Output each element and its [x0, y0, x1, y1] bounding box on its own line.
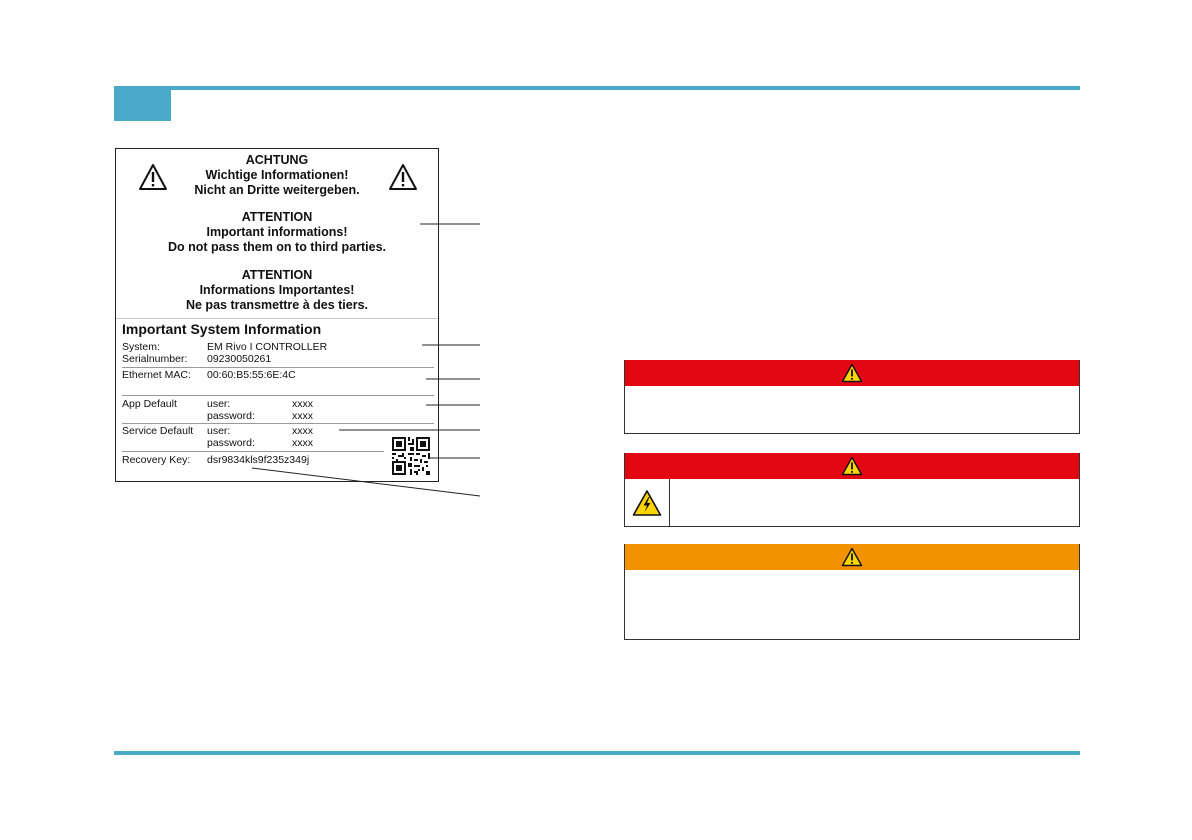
electrical-danger-content — [625, 479, 1079, 526]
app-user-label: user: — [207, 398, 231, 410]
notice-english — [116, 210, 438, 255]
serial-value: 09230050261 — [207, 353, 272, 365]
mac-value: 00:60:B5:55:6E:4C — [207, 369, 296, 381]
notice-line: Wichtige Informationen! — [205, 168, 349, 182]
warning-header-bar — [625, 544, 1079, 570]
mac-label: Ethernet MAC: — [122, 369, 191, 381]
service-default-label: Service Default — [122, 425, 194, 437]
notice-heading: ACHTUNG — [245, 153, 309, 167]
recovery-key-value: dsr9834kls9f235z349j — [207, 454, 310, 466]
service-user-value: xxxx — [292, 425, 313, 437]
danger-header-bar — [625, 453, 1079, 479]
app-default-label: App Default — [122, 398, 177, 410]
app-user-value: xxxx — [292, 398, 313, 410]
footer-rule — [114, 751, 1080, 755]
warning-triangle-icon — [841, 547, 863, 567]
header-rule — [114, 86, 1080, 90]
system-label: System: — [122, 341, 160, 353]
notice-line: Do not pass them on to third parties. — [167, 240, 387, 254]
danger-notice-content — [625, 386, 1079, 433]
app-password-label: password: — [207, 410, 255, 422]
system-info-label — [115, 148, 439, 482]
warning-triangle-icon — [841, 363, 863, 383]
notice-german — [116, 153, 438, 198]
notice-line: Nicht an Dritte weitergeben. — [194, 183, 360, 197]
warning-notice-box — [624, 544, 1080, 640]
row-divider — [122, 451, 384, 452]
row-divider — [122, 367, 434, 368]
high-voltage-icon — [632, 489, 662, 517]
qr-code-image — [392, 437, 430, 475]
row-divider — [122, 423, 434, 424]
notice-french — [116, 268, 438, 313]
electrical-danger-notice-box — [624, 453, 1080, 527]
side-icon-cell — [625, 479, 670, 526]
notice-heading: ATTENTION — [241, 268, 313, 282]
system-value: EM Rivo I CONTROLLER — [207, 341, 328, 353]
warning-notice-content — [625, 570, 1079, 639]
service-password-label: password: — [207, 437, 255, 449]
notice-line: Ne pas transmettre à des tiers. — [185, 298, 369, 312]
system-info-title: Important System Information — [122, 321, 322, 337]
recovery-key-label: Recovery Key: — [122, 454, 191, 466]
serial-label: Serialnumber: — [122, 353, 188, 365]
notice-heading: ATTENTION — [241, 210, 313, 224]
notice-line: Informations Importantes! — [199, 283, 355, 297]
service-user-label: user: — [207, 425, 231, 437]
chapter-marker — [114, 90, 171, 121]
danger-header-bar — [625, 360, 1079, 386]
danger-notice-box — [624, 360, 1080, 434]
app-password-value: xxxx — [292, 410, 313, 422]
service-password-value: xxxx — [292, 437, 313, 449]
label-divider — [116, 318, 438, 319]
notice-line: Important informations! — [206, 225, 348, 239]
row-divider — [122, 395, 434, 396]
warning-triangle-icon — [841, 456, 863, 476]
